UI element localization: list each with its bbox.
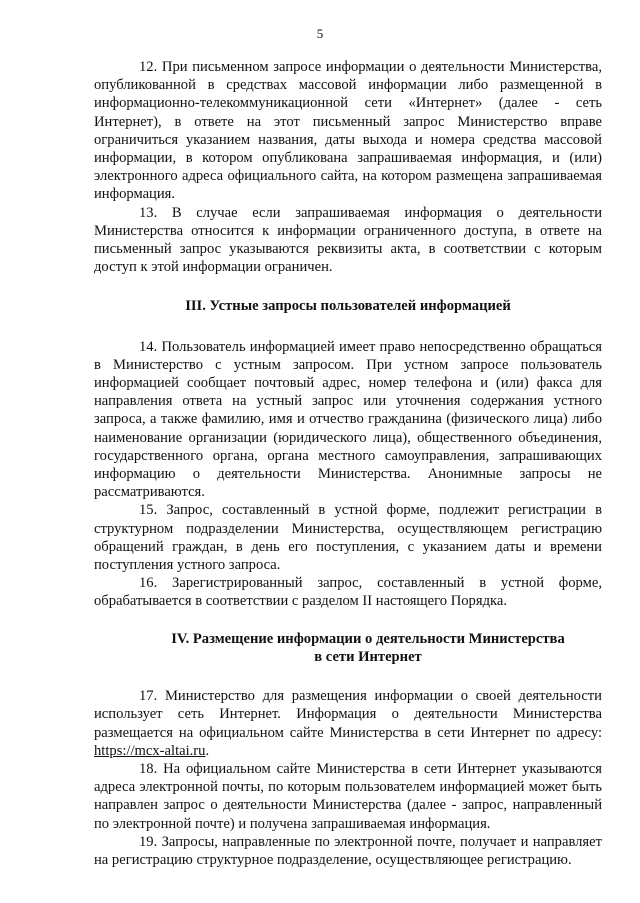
paragraph-19: 19. Запросы, направленные по электронной почте, получает и направляет на регистрацию структурное подразделение, осуществляющее регистрацию. xyxy=(94,833,602,868)
paragraph-17 xyxy=(94,687,602,760)
paragraph-17-text: 17. Министерство для размещения информации о своей деятельности использует сеть Интернет. Информация о деятельности Министерства размещается на официальном сайте Министерства в сети Интернет по адресу: xyxy=(94,688,602,741)
section-heading-4 xyxy=(94,630,602,666)
document-body xyxy=(94,58,602,869)
paragraph-16: 16. Зарегистрированный запрос, составленный в устной форме, обрабатывается в соответствии с разделом II настоящего Порядка. xyxy=(94,575,602,610)
section-heading-4-line-2: в сети Интернет xyxy=(314,648,422,665)
section-heading-3: III. Устные запросы пользователей информацией xyxy=(185,298,511,315)
website-link[interactable]: https://mcx-altai.ru xyxy=(94,742,206,759)
paragraph-13: 13. В случае если запрашиваемая информация о деятельности Министерства относится к информации ограниченного доступа, в ответе на письменный запрос указываются реквизиты акта, в соответствии с которым доступ к этой информации ограничен. xyxy=(94,204,602,276)
paragraph-17-end: . xyxy=(205,742,210,759)
section-heading-4-line-1: IV. Размещение информации о деятельности Министерства xyxy=(171,630,565,647)
paragraph-14: 14. Пользователь информацией имеет право непосредственно обращаться в Министерство с устным запросом. При устном запросе пользователь информацией сообщает почтовый адрес, номер телефона и (или) факса для направления ответа на устный запрос или уточнения содержания устного запроса, а также фамилию, имя и отчество гражданина (физического лица) либо наименование организации (юридического лица), общественного объединения, государственного органа, органа местного самоуправления, запрашивающих информацию о деятельности Министерства. Анонимные запросы не рассматриваются. xyxy=(94,338,602,501)
paragraph-12: 12. При письменном запросе информации о деятельности Министерства, опубликованной в средствах массовой информации либо размещенной в информационно-телекоммуникационной сети «Интернет» (далее - сеть Интернет), в ответе на этот письменный запрос Министерство вправе ограничиться указанием названия, даты выхода и номера средства массовой информации, в котором опубликована запрашиваемая информация, и (или) электронного адреса официального сайта, на котором размещена запрашиваемая информация. xyxy=(94,59,602,203)
page-number: 5 xyxy=(316,26,324,41)
paragraph-18: 18. На официальном сайте Министерства в сети Интернет указываются адреса электронной почты, по которым пользователем информацией может быть направлен запрос о деятельности Министерства (далее - запрос, направленный по электронной почте) и получена запрашиваемая информация. xyxy=(94,760,602,832)
paragraph-15: 15. Запрос, составленный в устной форме, подлежит регистрации в структурном подразделении Министерства, осуществляющем регистрацию обращений граждан, в день его поступления, с указанием даты и времени поступления устного запроса. xyxy=(94,502,602,574)
